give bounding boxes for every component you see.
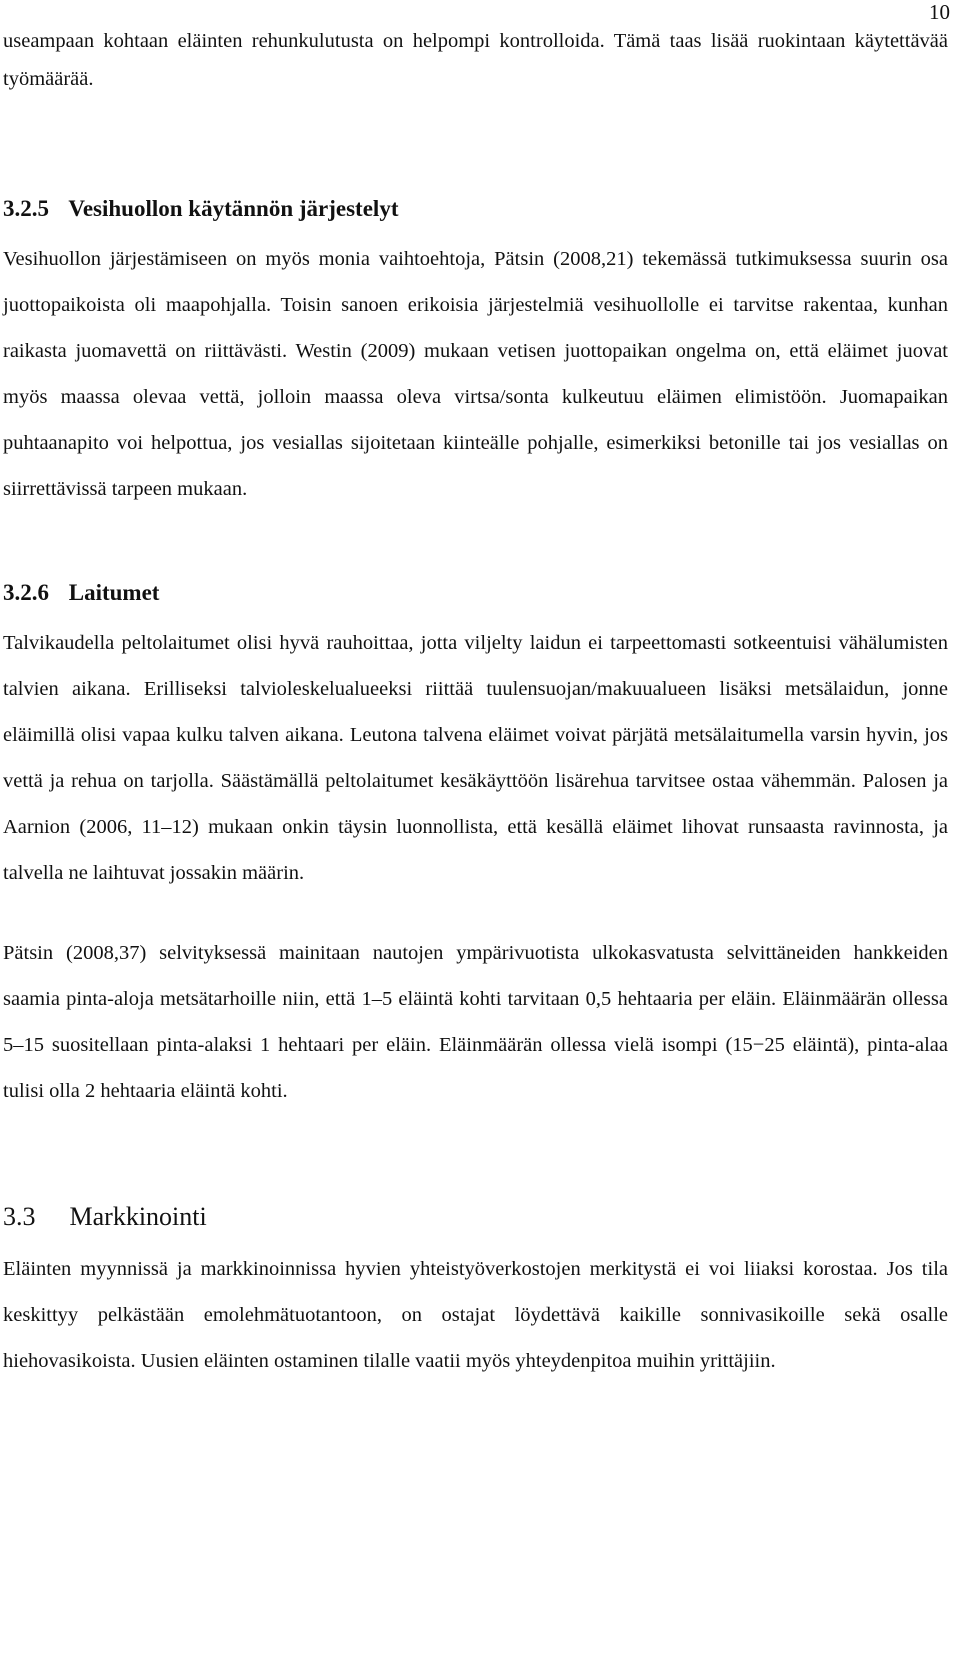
paragraph-marketing: Eläinten myynnissä ja markkinoinnissa hyvien yhteistyöverkostojen merkitystä ei voi liiaksi korostaa. Jos tila keskittyy pelkästään emolehmätuotantoon, on ostajat löydettävä kaikille sonnivasikoille sekä osalle hiehovasikoista. Uusien eläinten ostaminen tilalle vaatii myös yhteydenpitoa muihin yrittäjiin. bbox=[3, 1258, 948, 1372]
document-body bbox=[3, 22, 948, 1384]
section-heading-3-2-6 bbox=[3, 578, 948, 608]
intro-paragraph: useampaan kohtaan eläinten rehunkulutusta on helpompi kontrolloida. Tämä taas lisää ruokintaan käytettävää työmäärää. bbox=[3, 30, 948, 90]
section-number: 3.2.6 bbox=[3, 580, 49, 605]
paragraph-water-supply: Vesihuollon järjestämiseen on myös monia vaihtoehtoja, Pätsin (2008,21) tekemässä tutkimuksessa suurin osa juottopaikoista oli maapohjalla. Toisin sanoen erikoisia järjestelmiä vesihuollolle ei tarvitse rakentaa, kunhan raikasta juomavettä on riittävästi. Westin (2009) mukaan vetisen juottopaikan ongelma on, että eläimet juovat myös maassa olevaa vettä, jolloin maassa oleva virtsa/sonta kulkeutuu eläimen elimistöön. Juomapaikan puhtaanapito voi helpottua, jos vesiallas sijoitetaan kiinteälle pohjalle, esimerkiksi betonille tai jos vesiallas on siirrettävissä tarpeen mukaan. bbox=[3, 248, 948, 500]
paragraph-pastures-2: Pätsin (2008,37) selvityksessä mainitaan nautojen ympärivuotista ulkokasvatusta selvittäneiden hankkeiden saamia pinta-aloja metsätarhoille niin, että 1–5 eläintä kohti tarvitaan 0,5 hehtaaria per eläin. Eläinmäärän ollessa 5–15 suositellaan pinta-alaksi 1 hehtaari per eläin. Eläinmäärän ollessa vielä isompi (15−25 eläintä), pinta-alaa tulisi olla 2 hehtaaria eläintä kohti. bbox=[3, 942, 948, 1102]
section-number: 3.3 bbox=[3, 1202, 36, 1231]
page-number: 10 bbox=[929, 0, 950, 24]
section-title: Vesihuollon käytännön järjestelyt bbox=[68, 196, 399, 221]
section-title: Laitumet bbox=[68, 580, 160, 605]
section-heading-3-2-5 bbox=[3, 194, 948, 224]
section-heading-3-3 bbox=[3, 1200, 948, 1234]
section-title: Markkinointi bbox=[69, 1202, 207, 1231]
section-number: 3.2.5 bbox=[3, 196, 49, 221]
paragraph-pastures-1: Talvikaudella peltolaitumet olisi hyvä rauhoittaa, jotta viljelty laidun ei tarpeettomasti sotkeentuisi vähälumisten talvien aikana. Erilliseksi talvioleskelualueeksi riittää tuulensuojan/makuualueen lisäksi metsälaidun, jonne eläimillä olisi vapaa kulku talven aikana. Leutona talvena eläimet voivat pärjätä metsälaitumella varsin hyvin, jos vettä ja rehua on tarjolla. Säästämällä peltolaitumet kesäkäyttöön lisärehua tarvitsee ostaa vähemmän. Palosen ja Aarnion (2006, 11–12) mukaan onkin täysin luonnollista, että kesällä eläimet lihovat runsaasta ravinnosta, ja talvella ne laihtuvat jossakin määrin. bbox=[3, 632, 948, 884]
